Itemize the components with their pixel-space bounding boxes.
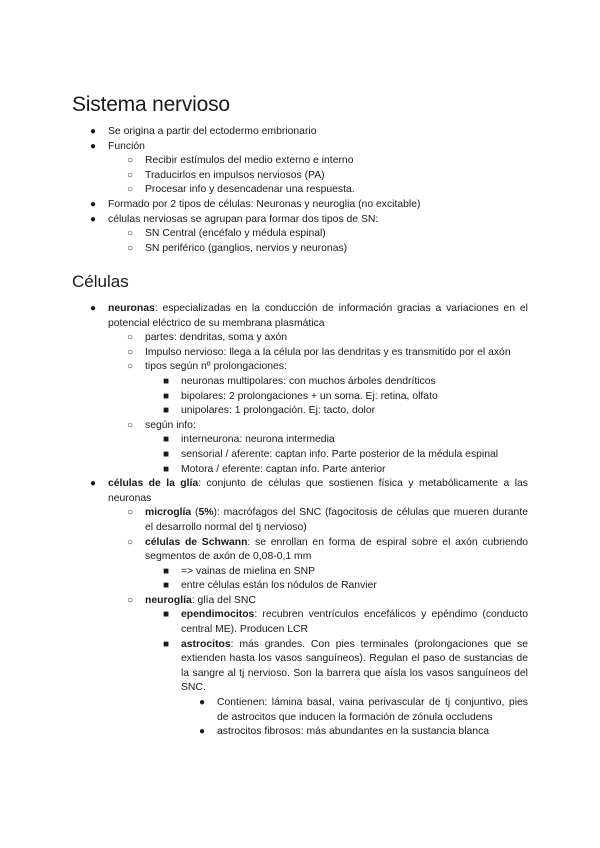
bullet-icon: ● [90,198,97,210]
list-item: ■ interneurona: neurona intermedia [0,433,600,448]
list-item: ■ unipolares: 1 prolongación. Ej: tacto, dolor [0,404,600,419]
list-item: ○ partes: dendritas, soma y axón [0,331,600,346]
list-item: ○ células de Schwann: se enrollan en forma de espiral sobre el axón cubriendo segmentos de axón de 0,08-0,1 mm [127,536,528,563]
bullet-icon: ○ [127,184,134,196]
bullet-icon: ○ [127,332,134,344]
bullet-icon: ○ [127,507,134,519]
bullet-icon: ○ [127,419,134,431]
bullet-icon: ■ [163,448,170,460]
bullet-icon: ■ [163,390,170,402]
list-item: ● Se origina a partir del ectodermo embrionario [0,125,600,140]
bullet-icon: ■ [163,580,170,592]
bullet-icon: ■ [163,463,170,475]
bullet-icon: ■ [163,565,170,577]
list-item: ■ ependimocitos: recubren ventrículos encefálicos y epéndimo (conducto central ME). Producen LCR [163,609,528,636]
term: células de la glía [108,478,199,490]
list-item: ○ Traducirlos en impulsos nerviosos (PA) [0,169,600,184]
bullet-icon: ● [90,478,97,490]
list-item: ● Contienen: lámina basal, vaina perivascular de tj conjuntivo, pies de astrocitos que inducen la formación de zónula occludens [199,697,528,723]
bullet-icon: ● [199,697,206,709]
term: neuronas [108,303,155,314]
term: neuroglía [145,594,192,606]
bullet-icon: ■ [163,609,170,621]
cells-list [0,302,600,740]
bullet-icon: ○ [127,242,134,254]
bullet-icon: ■ [163,638,170,650]
term: microglía [145,507,192,519]
list-item: ○ neuroglía: glía del SNC [0,594,600,609]
bullet-icon: ○ [127,228,134,240]
bullet-icon: ○ [127,155,134,167]
list-item: ○ Procesar info y desencadenar una respuesta. [0,183,600,198]
list-item: ● Formado por 2 tipos de células: Neuronas y neuroglia (no excitable) [0,198,600,213]
bullet-icon: ○ [127,594,134,606]
term: astrocitos [181,638,231,650]
list-item: ○ Recibir estímulos del medio externo e interno [0,154,600,169]
bullet-icon: ○ [127,361,134,373]
list-item: ○ Impulso nervioso: llega a la célula por las dendritas y es transmitido por el axón [0,346,600,361]
intro-list [0,125,600,256]
bullet-icon: ■ [163,405,170,417]
list-item: ● células de la glía: conjunto de células que sostienen física y metabólicamente a las neuronas [90,478,528,504]
bullet-icon: ● [90,303,97,314]
list-item: ■ => vainas de mielina en SNP [0,565,600,580]
bullet-icon: ■ [163,434,170,446]
bullet-icon: ● [90,213,97,225]
list-item: ■ neuronas multipolares: con muchos árboles dendríticos [0,375,600,390]
bullet-icon: ○ [127,536,134,548]
list-item: ■ Motora / eferente: captan info. Parte anterior [0,463,600,478]
page-title: Sistema nervioso [72,93,230,116]
list-item: ○ SN Central (encéfalo y médula espinal) [0,227,600,242]
term: ependimocitos [181,609,255,621]
list-item: ○ tipos según nº prolongaciones: [0,360,600,375]
list-item: ● células nerviosas se agrupan para formar dos tipos de SN: [0,213,600,228]
list-item: ■ astrocitos: más grandes. Con pies terminales (prolongaciones que se extienden hasta los vasos sanguíneos). Regulan el paso de sustancias de la sangre al tj nervioso. Son la barrera que aísla los vasos sanguíneos del SNC. [163,638,528,694]
list-item: ● Función [0,140,600,155]
list-item: ■ bipolares: 2 prolongaciones + un soma. Ej: retina, olfato [0,390,600,405]
bullet-icon: ● [199,726,206,738]
list-item: ● astrocitos fibrosos: más abundantes en la sustancia blanca [0,725,600,740]
bullet-icon: ○ [127,169,134,181]
section-title: Células [72,272,129,291]
bullet-icon: ○ [127,346,134,358]
list-item: ■ entre células están los nódulos de Ranvier [0,579,600,594]
list-item: ○ según info: [0,419,600,434]
bullet-icon: ● [90,126,97,137]
list-item: ● neuronas: especializadas en la conducción de información gracias a variaciones en el potencial eléctrico de su membrana plasmática [90,303,528,329]
list-item: ○ SN periférico (ganglios, nervios y neuronas) [0,242,600,257]
term: células de Schwann [145,536,248,548]
bullet-icon: ■ [163,375,170,387]
list-item: ○ microglía (5%): macrófagos del SNC (fagocitosis de células que mueren durante el desarrollo normal del tj nervioso) [127,507,528,533]
bullet-icon: ● [90,140,97,152]
list-item: ■ sensorial / aferente: captan info. Parte posterior de la médula espinal [0,448,600,463]
